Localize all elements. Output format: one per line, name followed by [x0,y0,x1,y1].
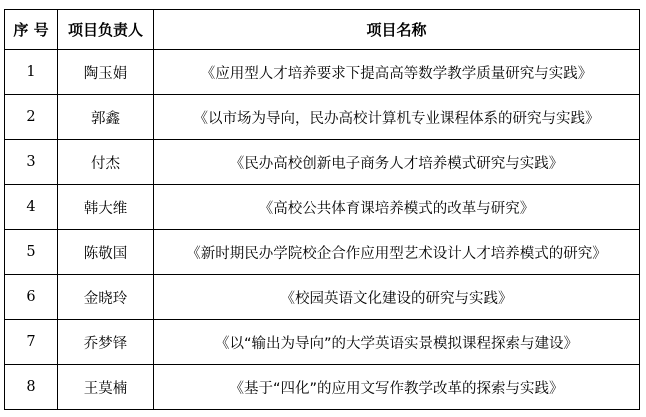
cell-no: 5 [5,230,58,275]
table-row [5,185,640,230]
cell-title: 《以市场为导向，民办高校计算机专业课程体系的研究与实践》 [154,95,640,140]
cell-leader: 陈敬国 [58,230,154,275]
cell-leader: 王莫楠 [58,365,154,410]
table-row [5,140,640,185]
projects-table [4,9,640,410]
cell-leader: 金晓玲 [58,275,154,320]
cell-title: 《以“输出为导向”的大学英语实景模拟课程探索与建设》 [154,320,640,365]
cell-leader: 陶玉娟 [58,50,154,95]
table-row [5,365,640,410]
cell-title: 《民办高校创新电子商务人才培养模式研究与实践》 [154,140,640,185]
header-leader: 项目负责人 [58,10,154,50]
cell-title: 《应用型人才培养要求下提高高等数学教学质量研究与实践》 [154,50,640,95]
cell-leader: 郭鑫 [58,95,154,140]
cell-leader: 韩大维 [58,185,154,230]
table-row [5,95,640,140]
cell-title: 《高校公共体育课培养模式的改革与研究》 [154,185,640,230]
header-no: 序 号 [5,10,58,50]
table-row [5,320,640,365]
table-row [5,50,640,95]
table-header-row [5,10,640,50]
cell-leader: 付杰 [58,140,154,185]
table-row [5,275,640,320]
cell-no: 6 [5,275,58,320]
cell-no: 1 [5,50,58,95]
cell-leader: 乔梦铎 [58,320,154,365]
cell-title: 《基于“四化”的应用文写作教学改革的探索与实践》 [154,365,640,410]
cell-no: 4 [5,185,58,230]
cell-no: 7 [5,320,58,365]
cell-title: 《校园英语文化建设的研究与实践》 [154,275,640,320]
cell-title: 《新时期民办学院校企合作应用型艺术设计人才培养模式的研究》 [154,230,640,275]
header-title: 项目名称 [154,10,640,50]
cell-no: 8 [5,365,58,410]
table-row [5,230,640,275]
cell-no: 3 [5,140,58,185]
cell-no: 2 [5,95,58,140]
